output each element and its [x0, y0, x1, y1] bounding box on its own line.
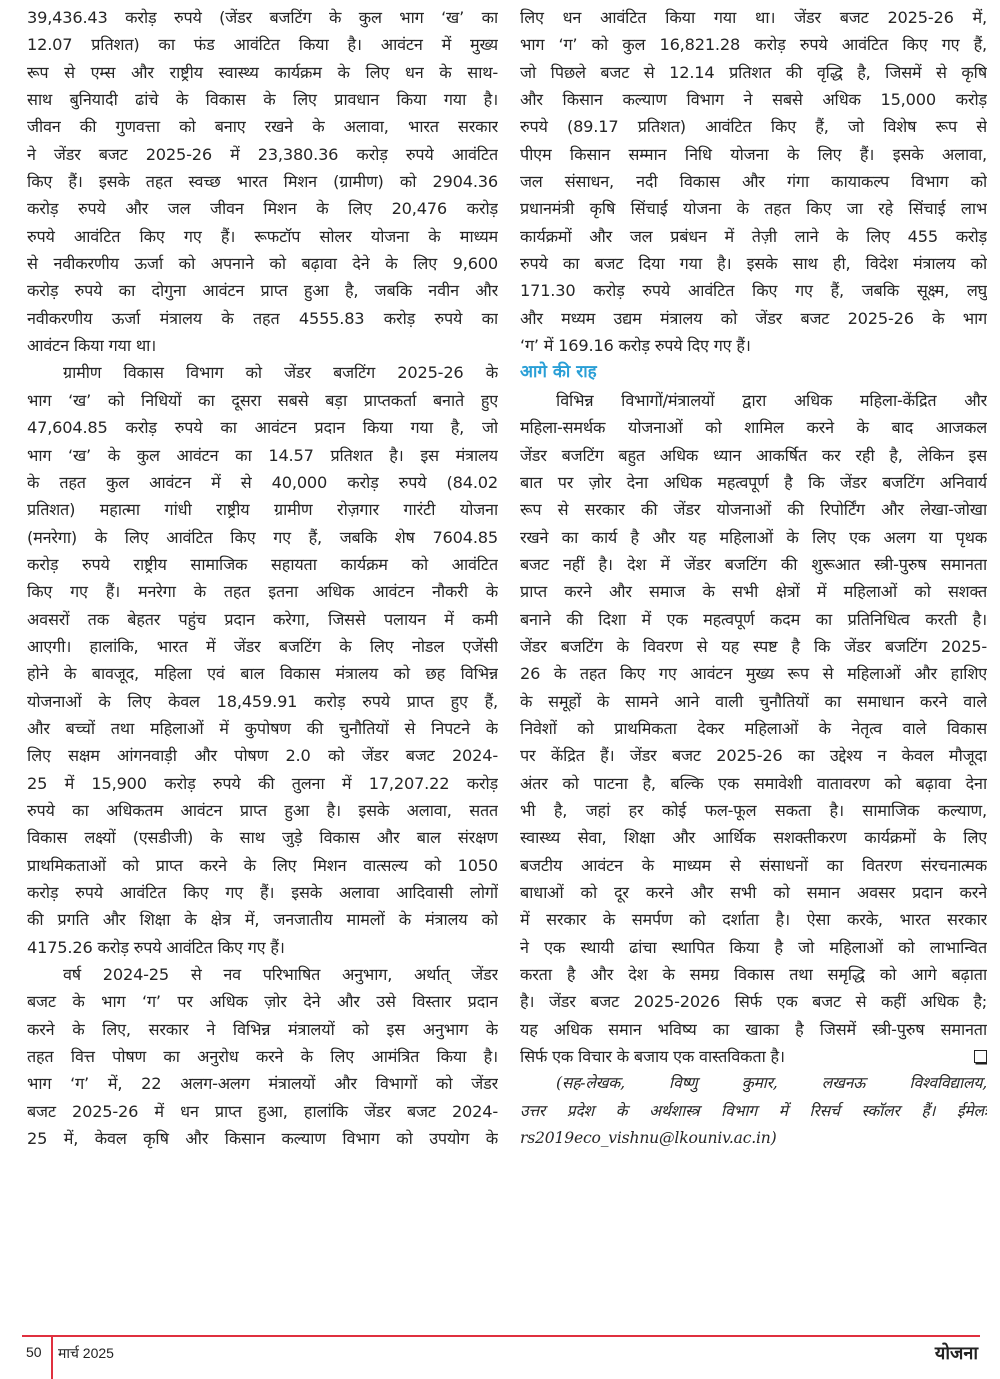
text-line: 25 में, केवल कृषि और किसान कल्याण विभाग को उपयोग के	[27, 1129, 498, 1149]
text-line: किए हैं। इसके तहत स्वच्छ भारत मिशन (ग्रामीण) को 2904.36	[27, 172, 498, 192]
text-line: अंतर को पाटना है, बल्कि एक समावेशी वातावरण को बढ़ावा देना	[520, 773, 987, 793]
text-line: योजनाओं के लिए केवल 18,459.91 करोड़ रुपये प्राप्त हुए हैं,	[27, 691, 498, 711]
text-line: महिला-समर्थक योजनाओं को शामिल करने के बाद आजकल	[520, 418, 987, 438]
text-line: प्रधानमंत्री कृषि सिंचाई योजना के तहत किए जा रहे सिंचाई लाभ	[520, 199, 987, 219]
text-line: भाग ‘ख’ को निधियों का दूसरा सबसे बड़ा प्राप्तकर्ता बनाते हुए	[27, 390, 498, 410]
text-line: रुपये का बजट दिया गया है। इसके साथ ही, विदेश मंत्रालय को	[520, 254, 987, 274]
text-line: करोड़ रुपये राष्ट्रीय सामाजिक सहायता कार्यक्रम को आवंटित	[27, 554, 498, 574]
text-line: वर्ष 2024-25 से नव परिभाषित अनुभाग, अर्थात् जेंडर	[63, 965, 498, 985]
text-line: के समूहों के सामने आने वाली चुनौतियों का समाधान करने वाले	[520, 691, 987, 711]
text-line: जीवन की गुणवत्ता को बनाए रखने के अलावा, भारत सरकार	[27, 117, 498, 137]
text-line: भाग ‘ख’ के कुल आवंटन का 14.57 प्रतिशत है। इस मंत्रालय	[27, 445, 498, 465]
text-line: है। जेंडर बजट 2025-2026 सिर्फ एक बजट से कहीं अधिक है;	[520, 992, 987, 1012]
left-column	[27, 4, 498, 1152]
page-number: 50	[26, 1344, 42, 1360]
text-line: ‘ग’ में 169.16 करोड़ रुपये दिए गए हैं।	[520, 336, 751, 356]
text-line: बजट 2025-26 में धन प्राप्त हुआ, हालांकि जेंडर बजट 2024-	[27, 1101, 498, 1121]
text-line: रूप से एम्स और राष्ट्रीय स्वास्थ्य कार्यक्रम के लिए धन के साथ-	[27, 62, 498, 82]
text-line: आएगी। हालांकि, भारत में जेंडर बजटिंग के लिए नोडल एजेंसी	[27, 636, 498, 656]
text-line: जल संसाधन, नदी विकास और गंगा कायाकल्प विभाग को	[520, 172, 987, 192]
author-byline	[520, 1070, 987, 1152]
section-heading: आगे की राह	[520, 362, 597, 383]
text-line: और मध्यम उद्यम मंत्रालय को जेंडर बजट 2025-26 के भाग	[520, 308, 987, 328]
text-line: की प्रगति और शिक्षा के क्षेत्र में, जनजातीय मामलों के मंत्रालय को	[27, 910, 498, 930]
text-line: स्वास्थ्य सेवा, शिक्षा और आर्थिक सशक्तीकरण कार्यक्रमों के लिए	[520, 828, 987, 848]
text-line: रूप से सरकार की जेंडर योजनाओं की रिपोर्टिंग और लेखा-जोखा	[520, 500, 987, 520]
text-line: और बच्चों तथा महिलाओं में कुपोषण की चुनौतियों से निपटने के	[27, 718, 498, 738]
text-line: विभिन्न विभागों/मंत्रालयों द्वारा अधिक महिला-केंद्रित और	[556, 390, 987, 410]
text-line: rs2019eco_vishnu@lkouniv.ac.in)	[520, 1129, 777, 1148]
text-line: यह अधिक समान भविष्य का खाका है जिसमें स्त्री-पुरुष समानता	[520, 1019, 987, 1039]
end-of-article-box-icon	[974, 1050, 987, 1063]
continuation-paragraph	[520, 4, 987, 359]
text-line: ग्रामीण विकास विभाग को जेंडर बजटिंग 2025-26 के	[63, 363, 498, 383]
text-line: करोड़ रुपये और जल जीवन मिशन के लिए 20,476 करोड़	[27, 199, 498, 219]
text-line: 39,436.43 करोड़ रुपये (जेंडर बजटिंग के कुल भाग ‘ख’ का	[27, 8, 498, 27]
text-line: के तहत कुल आवंटन में से 40,000 करोड़ रुपये (84.02	[27, 472, 498, 492]
text-line: उत्तर प्रदेश के अर्थशास्त्र विभाग में रिसर्च स्कॉलर हैं। ईमेलः	[520, 1101, 987, 1120]
text-line: जो पिछले बजट से 12.14 प्रतिशत की वृद्धि है, जिसमें से कृषि	[520, 62, 987, 82]
text-line: 25 में 15,900 करोड़ रुपये की तुलना में 17,207.22 करोड़	[27, 773, 498, 793]
text-line: रुपये आवंटित किए गए हैं। रूफटॉप सोलर योजना के माध्यम	[27, 226, 498, 246]
paragraph-2	[27, 359, 498, 961]
text-line: पर केंद्रित हैं। जेंडर बजट 2025-26 का उद्देश्य न केवल मौजूदा	[520, 746, 987, 766]
text-line: अवसरों तक बेहतर पहुंच प्रदान करेगा, जिससे पलायन में कमी	[27, 609, 498, 629]
text-line: 47,604.85 करोड़ रुपये का आवंटन प्रदान किया गया है, जो	[27, 418, 498, 438]
text-line: में सरकार के समर्पण को दर्शाता है। ऐसा करके, भारत सरकार	[520, 910, 987, 930]
text-line: साथ बुनियादी ढांचे के विकास के लिए प्रावधान किया गया है।	[27, 90, 498, 110]
text-line-content: सिर्फ एक विचार के बजाय एक वास्तविकता है।	[520, 1047, 785, 1067]
text-line: और किसान कल्याण विभाग ने सबसे अधिक 15,000 करोड़	[520, 90, 987, 110]
text-line: ने एक स्थायी ढांचा स्थापित किया है जो महिलाओं को लाभान्वित	[520, 937, 987, 957]
text-line: प्राथमिकताओं को प्राप्त करने के लिए मिशन वात्सल्य को 1050	[27, 855, 498, 875]
text-line: जेंडर बजटिंग बहुत अधिक ध्यान आकर्षित कर रही है, लेकिन इस	[520, 445, 987, 465]
text-line: (सह-लेखक, विष्णु कुमार, लखनऊ विश्वविद्यालय,	[556, 1074, 987, 1093]
text-line: प्राप्त करने और समाज के सभी क्षेत्रों में महिलाओं को सशक्त	[520, 582, 987, 602]
issue-date: मार्च 2025	[58, 1345, 114, 1361]
text-line: बजट के भाग ‘ग’ पर अधिक ज़ोर देने और उसे विस्तार प्रदान	[27, 992, 498, 1012]
text-line: से नवीकरणीय ऊर्जा को अपनाने को बढ़ावा देने के लिए 9,600	[27, 254, 498, 274]
magazine-name: योजना	[934, 1343, 978, 1364]
footer-rule	[22, 1335, 980, 1337]
text-line: कार्यक्रमों और जल प्रबंधन में तेज़ी लाने के लिए 455 करोड़	[520, 226, 987, 246]
text-line	[520, 1043, 987, 1070]
text-line: रखने का कार्य है और यह महिलाओं के लिए एक अलग या पृथक	[520, 527, 987, 547]
text-line: 171.30 करोड़ रुपये आवंटित किए गए हैं, जबकि सूक्ष्म, लघु	[520, 281, 987, 301]
text-line: बात पर ज़ोर देना अधिक महत्वपूर्ण है कि जेंडर बजटिंग अनिवार्य	[520, 472, 987, 492]
text-line: आवंटन किया गया था।	[27, 336, 157, 356]
text-line: 4175.26 करोड़ रुपये आवंटित किए गए हैं।	[27, 937, 285, 957]
section-paragraph	[520, 387, 987, 1071]
text-line: लिए सक्षम आंगनवाड़ी और पोषण 2.0 को जेंडर बजट 2024-	[27, 746, 498, 766]
text-line: बाधाओं को दूर करने और सभी को समान अवसर प्रदान करने	[520, 883, 987, 902]
text-line: भाग ‘ग’ में, 22 अलग-अलग मंत्रालयों और विभागों को जेंडर	[27, 1074, 498, 1094]
text-line: लिए धन आवंटित किया गया था। जेंडर बजट 2025-26 में,	[520, 8, 987, 27]
text-line: निवेशों को प्राथमिकता देकर महिलाओं के नेतृत्व वाले विकास	[520, 718, 987, 738]
text-line: रुपये (89.17 प्रतिशत) आवंटित किए हैं, जो विशेष रूप से	[520, 117, 987, 137]
text-line: 12.07 प्रतिशत) का फंड आवंटित किया है। आवंटन में मुख्य	[27, 35, 498, 55]
text-line: 26 के तहत किए गए आवंटन मुख्य रूप से महिलाओं और हाशिए	[520, 664, 987, 684]
text-line: विकास लक्ष्यों (एसडीजी) के साथ जुड़े विकास और बाल संरक्षण	[27, 828, 498, 848]
text-line: करता है और देश के समग्र विकास तथा समृद्धि को आगे बढ़ाता	[520, 965, 987, 985]
text-line: बनाने की दिशा में एक महत्वपूर्ण कदम का प्रतिनिधित्व करती है।	[520, 609, 987, 629]
text-line: प्रतिशत) महात्मा गांधी राष्ट्रीय ग्रामीण रोज़गार गारंटी योजना	[27, 500, 498, 520]
text-line: तहत वित्त पोषण का अनुरोध करने के लिए आमंत्रित किया है।	[27, 1047, 498, 1067]
text-line: करोड़ रुपये आवंटित किए गए हैं। इसके अलावा आदिवासी लोगों	[27, 883, 498, 902]
text-line: बजटीय आवंटन के माध्यम से संसाधनों का वितरण संरचनात्मक	[520, 855, 987, 875]
text-line: जेंडर बजटिंग के विवरण से यह स्पष्ट है कि जेंडर बजटिंग 2025-	[520, 636, 987, 656]
text-line: भी है, जहां हर कोई फल-फूल सकता है। सामाजिक कल्याण,	[520, 800, 987, 820]
footer-divider	[51, 1335, 53, 1379]
right-column	[520, 4, 987, 1152]
text-line: करोड़ रुपये का दोगुना आवंटन प्राप्त हुआ है, जबकि नवीन और	[27, 281, 498, 301]
text-line: पीएम किसान सम्मान निधि योजना के लिए हैं। इसके अलावा,	[520, 144, 987, 164]
paragraph-1	[27, 4, 498, 359]
text-line: किए गए हैं। मनरेगा के तहत इतना अधिक आवंटन नौकरी के	[27, 582, 498, 602]
text-line: करने के लिए, सरकार ने विभिन्न मंत्रालयों को इस अनुभाग के	[27, 1019, 498, 1039]
paragraph-3	[27, 961, 498, 1152]
text-line: नवीकरणीय ऊर्जा मंत्रालय के तहत 4555.83 करोड़ रुपये का	[27, 308, 498, 328]
text-line: भाग ‘ग’ को कुल 16,821.28 करोड़ रुपये आवंटित किए गए हैं,	[520, 35, 987, 55]
text-line: (मनरेगा) के लिए आवंटित किए गए हैं, जबकि शेष 7604.85	[27, 527, 498, 547]
text-line: बजट नहीं है। देश में जेंडर बजटिंग की शुरूआत स्त्री-पुरुष समानता	[520, 554, 987, 574]
text-line: होने के बावजूद, महिला एवं बाल विकास मंत्रालय को छह विभिन्न	[27, 664, 498, 684]
text-line: रुपये का अधिकतम आवंटन प्राप्त हुआ है। इसके अलावा, सतत	[27, 800, 498, 820]
text-line: ने जेंडर बजट 2025-26 में 23,380.36 करोड़ रुपये आवंटित	[27, 144, 498, 164]
